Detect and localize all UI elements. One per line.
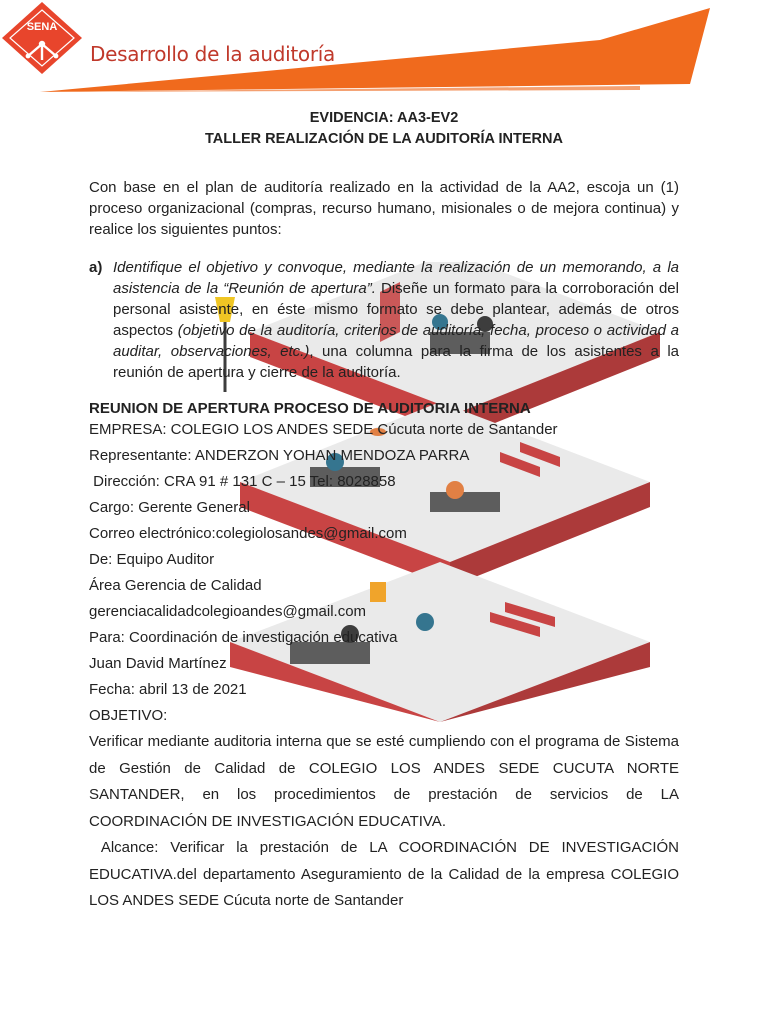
section-title: REUNION DE APERTURA PROCESO DE AUDITORIA INTERNA (89, 400, 531, 417)
workshop-title: TALLER REALIZACIÓN DE LA AUDITORÍA INTERNA (205, 131, 563, 147)
intro-paragraph: Con base en el plan de auditoría realizado en la actividad de la AA2, escoja un (1) proceso organizacional (compras, recurso humano, misionales o de mejora continua) y realice los siguientes puntos: (89, 179, 679, 238)
field-line: Área Gerencia de Calidad (89, 577, 262, 594)
sena-logo-text: SENA (26, 21, 58, 33)
objective-line: Verificar mediante auditoria interna que se esté cumpliendo con el programa de Sistema (89, 733, 679, 750)
item-a-text (113, 257, 679, 383)
field-line: OBJETIVO: (89, 707, 168, 724)
item-marker: a) (89, 259, 103, 276)
field-line: Dirección: CRA 91 # 131 C – 15 Tel: 8028858 (89, 473, 396, 490)
objective-line: de Gestión de Calidad de COLEGIO LOS ANDES SEDE CUCUTA NORTE (89, 759, 679, 777)
instruction-item-a (89, 257, 679, 383)
item-a-normal-1: Diseñe un formato para la corroboración del personal asistente, en éste mismo formato se debe plantear, además de otros aspectos (113, 280, 679, 339)
field-line: Representante: ANDERZON YOHAN MENDOZA PARRA (89, 447, 470, 464)
header-title: Desarrollo de la auditoría (90, 42, 336, 66)
item-a-normal-2: , una columna para la firma de los asistentes a la reunión de apertura y cierre de la auditoría. (113, 343, 679, 381)
item-a-italic-2: (objetivo de la auditoría, criterios de auditoría, fecha, proceso o actividad a auditar, observaciones, etc.) (113, 322, 679, 360)
field-line: EMPRESA: COLEGIO LOS ANDES SEDE Cúcuta norte de Santander (89, 421, 558, 438)
scope-line: EDUCATIVA.del departamento Aseguramiento de la Calidad de la empresa COLEGIO (89, 865, 679, 883)
objective-line: COORDINACIÓN DE INVESTIGACIÓN EDUCATIVA. (89, 812, 446, 830)
field-line: Fecha: abril 13 de 2021 (89, 681, 247, 698)
objective-line: SANTANDER, en los procedimientos de prestación de servicios de LA (89, 786, 679, 803)
field-line: gerenciacalidadcolegioandes@gmail.com (89, 603, 367, 620)
evidence-code: EVIDENCIA: AA3-EV2 (309, 110, 459, 126)
field-line: De: Equipo Auditor (89, 551, 215, 568)
sena-logo (0, 0, 84, 76)
field-line: Juan David Martínez (89, 655, 227, 672)
page-header (0, 0, 768, 100)
scope-line: Alcance: Verificar la prestación de LA COORDINACIÓN DE INVESTIGACIÓN (89, 839, 679, 856)
scope-line: LOS ANDES SEDE Cúcuta norte de Santander (89, 892, 404, 909)
field-line: Correo electrónico:colegiolosandes@gmail.com (89, 525, 407, 542)
item-a-italic: Identifique el objetivo y convoque, mediante la realización de un memorando, a la asistencia de la “Reunión de apertura”. (113, 259, 679, 297)
field-line: Para: Coordinación de investigación educativa (89, 629, 398, 646)
document-body (89, 108, 679, 915)
field-line: Cargo: Gerente General (89, 499, 250, 516)
